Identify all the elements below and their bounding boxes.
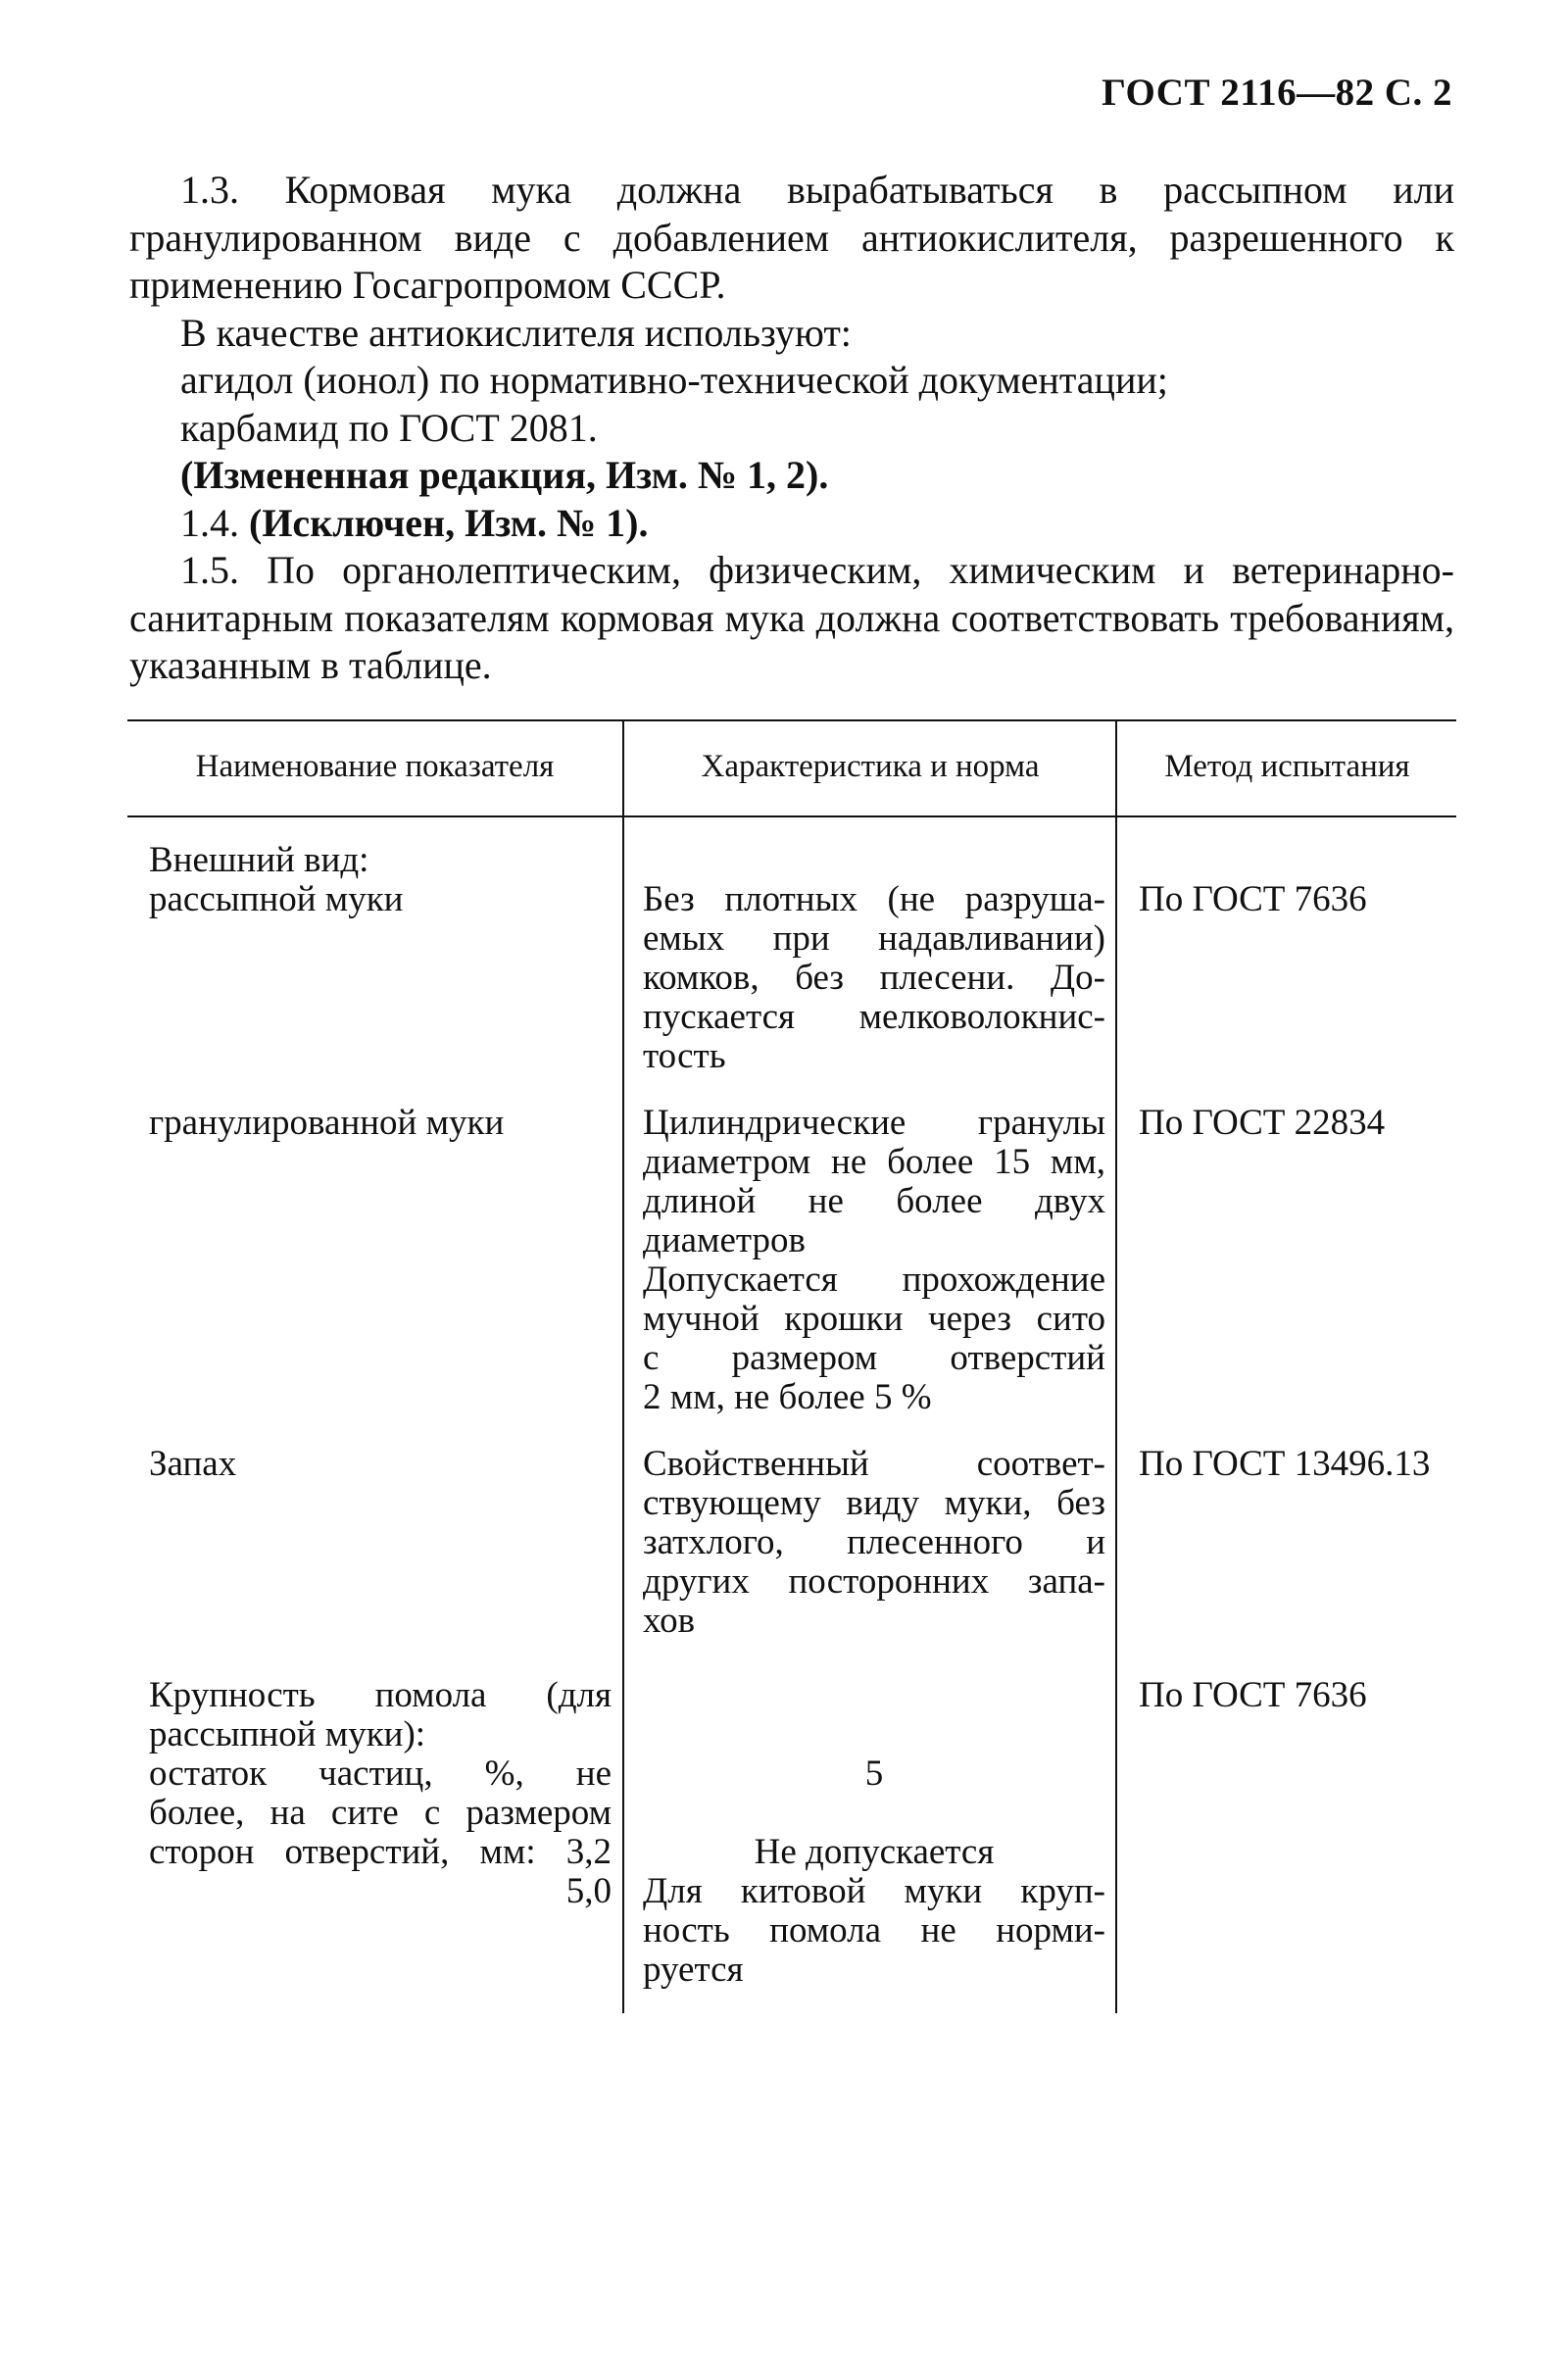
- paragraph-amended: (Измененная редакция, Изм. № 1, 2).: [180, 453, 829, 497]
- norm-line: тость: [643, 1036, 726, 1076]
- table-row-appearance-method: По ГОСТ 7636: [1139, 879, 1367, 919]
- norm-line: Свойственный соответ-: [643, 1444, 1105, 1484]
- norm-line: Допускается прохождение: [643, 1260, 1105, 1300]
- requirements-table: [127, 719, 1456, 2013]
- table-header-rule: [127, 815, 1456, 817]
- table-row-appearance-norm: [643, 880, 1105, 1076]
- spacer: [643, 1715, 1105, 1754]
- table-header-method: Метод испытания: [1164, 749, 1410, 784]
- grinding-norm-value: 5: [864, 1754, 884, 1794]
- spacer: [643, 1676, 1105, 1715]
- norm-line: длиной не более двух: [643, 1181, 1105, 1221]
- table-header-norm: Характеристика и норма: [701, 749, 1040, 784]
- page-header: ГОСТ 2116—82 С. 2: [1102, 72, 1452, 114]
- norm-line: мучной крошки через сито: [643, 1299, 1105, 1339]
- norm-line: Для китовой муки круп-: [643, 1871, 1105, 1911]
- norm-line: 2 мм, не более 5 %: [643, 1377, 932, 1417]
- norm-line: диаметров: [643, 1220, 806, 1260]
- norm-line: комков, без плесени. До-: [643, 958, 1105, 998]
- grinding-line: рассыпной муки):: [149, 1714, 426, 1754]
- norm-line: ствующему виду муки, без: [643, 1483, 1105, 1523]
- paragraph-carbamide: карбамид по ГОСТ 2081.: [180, 405, 598, 450]
- body-text: [129, 167, 1454, 690]
- table-row-granulated-method: По ГОСТ 22834: [1139, 1103, 1386, 1143]
- table-row-appearance-name: [149, 841, 610, 919]
- norm-line: затхлого, плесенного и: [643, 1522, 1105, 1562]
- paragraph-1-5: 1.5. По органолептическим, физическим, химическим и ветеринарно-санитарным показателям кормовая мука должна соответствовать требованиям, указанным в таблице.: [129, 548, 1454, 687]
- table-divider-1: [622, 719, 624, 2013]
- table-header-indicator: Наименование показателя: [195, 749, 555, 784]
- appearance-title: Внешний вид:: [149, 840, 369, 880]
- paragraph-agidol: агидол (ионол) по нормативно-технической документации;: [180, 358, 1168, 402]
- table-row-grinding-norm: [643, 1676, 1105, 1990]
- table-row-grinding-name: [149, 1676, 612, 1911]
- spacer: [643, 1794, 1105, 1833]
- norm-line: диаметром не более 15 мм,: [643, 1142, 1105, 1182]
- grinding-line: Крупность помола (для: [149, 1675, 612, 1715]
- paragraph-1-4-text: (Исключен, Изм. № 1).: [249, 500, 649, 545]
- norm-line: пускается мелковолокнис-: [643, 997, 1105, 1037]
- table-top-rule: [127, 719, 1456, 721]
- norm-line: с размером отверстий: [643, 1338, 1105, 1378]
- grinding-line: 5,0: [565, 1871, 612, 1911]
- norm-line: емых при надавливании): [643, 918, 1105, 959]
- norm-line: руется: [643, 1950, 744, 1990]
- table-row-granulated-norm: [643, 1104, 1105, 1417]
- grinding-line: более, на сите с размером: [149, 1793, 612, 1833]
- norm-line: Без плотных (не разруша-: [643, 879, 1105, 919]
- table-divider-2: [1115, 719, 1117, 2013]
- norm-line: хов: [643, 1601, 696, 1641]
- table-row-granulated-name: гранулированной муки: [149, 1103, 505, 1143]
- grinding-norm-not-allowed: Не допускается: [754, 1832, 995, 1872]
- table-row-smell-method: По ГОСТ 13496.13: [1139, 1444, 1431, 1484]
- norm-line: ность помола не норми-: [643, 1910, 1105, 1951]
- grinding-line: сторон отверстий, мм: 3,2: [149, 1832, 612, 1872]
- table-row-smell-norm: [643, 1445, 1105, 1641]
- norm-line: других посторонних запа-: [643, 1561, 1105, 1602]
- appearance-loose: рассыпной муки: [149, 879, 404, 919]
- grinding-line: остаток частиц, %, не: [149, 1754, 612, 1794]
- paragraph-1-4: [129, 500, 1454, 548]
- table-row-grinding-method: По ГОСТ 7636: [1139, 1675, 1367, 1715]
- paragraph-1-3: 1.3. Кормовая мука должна вырабатываться в рассыпном или гранулированном виде с добавлением антиокислителя, разрешенного к применению Госагропромом СССР.: [129, 168, 1454, 307]
- paragraph-1-4-number: 1.4.: [180, 500, 239, 545]
- norm-line: Цилиндрические гранулы: [643, 1103, 1105, 1143]
- paragraph-antioxidant: В качестве антиокислителя используют:: [180, 310, 852, 355]
- table-row-smell-name: Запах: [149, 1444, 237, 1484]
